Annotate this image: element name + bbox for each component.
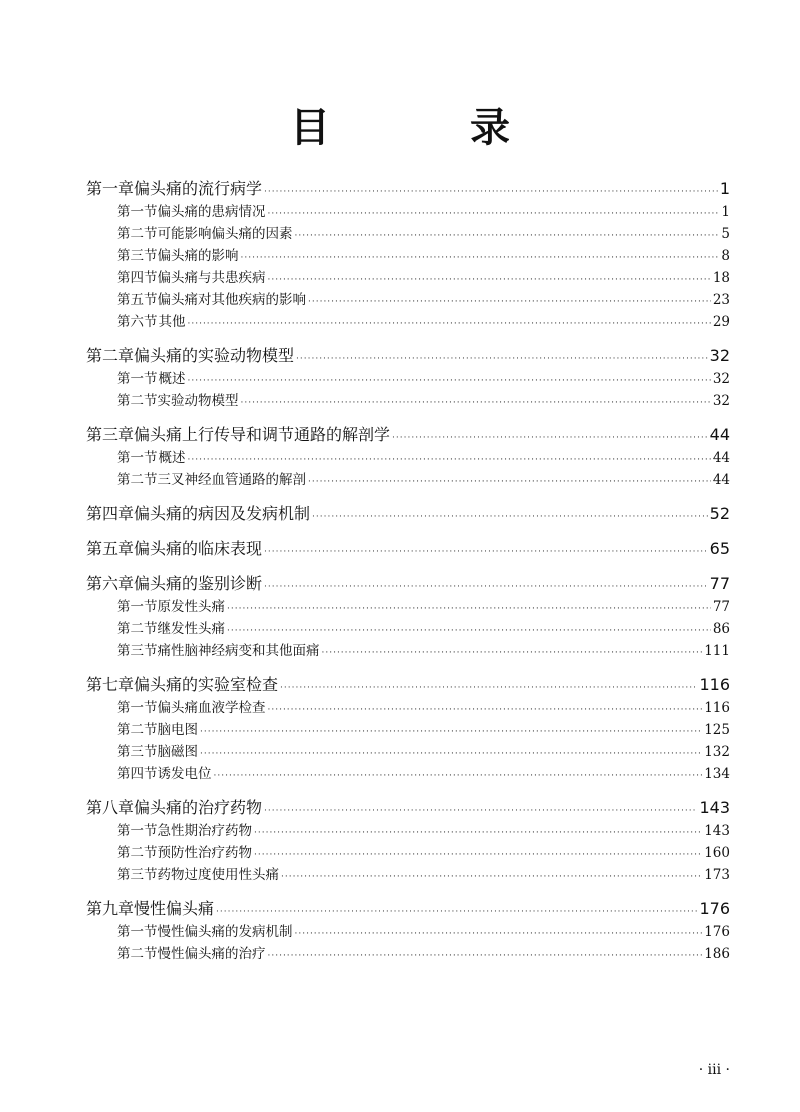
toc-section-entry <box>86 697 730 719</box>
chapter-title: 慢性偏头痛 <box>134 899 215 918</box>
dot-leader <box>264 799 697 823</box>
dot-leader <box>264 575 708 599</box>
section-title: 偏头痛的影响 <box>157 248 239 264</box>
toc-section-entry <box>86 390 730 412</box>
dot-leader <box>295 923 703 945</box>
toc-chapter-entry <box>86 502 730 526</box>
section-title: 脑磁图 <box>157 744 198 760</box>
section-number: 第一节 <box>117 700 158 716</box>
section-page-number: 134 <box>704 766 730 782</box>
chapter-number: 第二章 <box>86 346 135 365</box>
toc-section-entry <box>86 741 730 763</box>
toc-section-entry <box>86 820 730 842</box>
chapter-number: 第三章 <box>86 425 135 444</box>
dot-leader <box>200 721 702 743</box>
section-title: 可能影响偏头痛的因素 <box>157 226 293 242</box>
chapter-page-number: 77 <box>709 574 730 593</box>
section-number: 第一节 <box>117 599 158 615</box>
section-page-number: 116 <box>704 700 730 716</box>
dot-leader <box>200 743 702 765</box>
chapter-number: 第九章 <box>86 899 135 918</box>
section-page-number: 160 <box>704 845 730 861</box>
toc-chapter-entry <box>86 897 730 921</box>
section-title: 急性期治疗药物 <box>157 823 252 839</box>
toc-section-entry <box>86 368 730 390</box>
toc-section-entry <box>86 267 730 289</box>
section-page-number: 1 <box>721 204 730 220</box>
dot-leader <box>280 676 697 700</box>
toc-section-entry <box>86 469 730 491</box>
toc-chapter-entry <box>86 177 730 201</box>
section-number: 第一节 <box>117 204 158 220</box>
section-title: 三叉神经血管通路的解剖 <box>157 472 306 488</box>
section-title: 痛性脑神经病变和其他面痛 <box>157 643 320 659</box>
toc-section-entry <box>86 223 730 245</box>
section-page-number: 8 <box>721 248 730 264</box>
section-number: 第二节 <box>117 946 158 962</box>
dot-leader <box>241 247 720 269</box>
toc-section-entry <box>86 245 730 267</box>
dot-leader <box>188 449 711 471</box>
toc-section-entry <box>86 289 730 311</box>
section-title: 其他 <box>158 314 186 330</box>
chapter-title: 偏头痛上行传导和调节通路的解剖学 <box>134 425 391 444</box>
dot-leader <box>264 180 718 204</box>
toc-section-entry <box>86 311 730 333</box>
chapter-title: 偏头痛的病因及发病机制 <box>134 504 311 523</box>
section-number: 第二节 <box>117 226 158 242</box>
chapter-page-number: 44 <box>709 425 730 444</box>
section-title: 原发性头痛 <box>157 599 225 615</box>
chapter-page-number: 32 <box>709 346 730 365</box>
section-title: 偏头痛与共患疾病 <box>157 270 266 286</box>
chapter-title: 偏头痛的流行病学 <box>134 179 263 198</box>
dot-leader <box>264 540 708 564</box>
toc-chapter-entry <box>86 344 730 368</box>
section-page-number: 44 <box>712 472 730 488</box>
chapter-number: 第六章 <box>86 574 135 593</box>
toc-section-entry <box>86 640 730 662</box>
chapter-title: 偏头痛的治疗药物 <box>134 798 263 817</box>
section-title: 偏头痛对其他疾病的影响 <box>157 292 306 308</box>
dot-leader <box>268 945 703 967</box>
dot-leader <box>188 313 711 335</box>
dot-leader <box>296 347 708 371</box>
toc-section-entry <box>86 842 730 864</box>
section-title: 慢性偏头痛的治疗 <box>157 946 266 962</box>
section-number: 第三节 <box>117 643 158 659</box>
section-page-number: 125 <box>704 722 730 738</box>
section-page-number: 132 <box>704 744 730 760</box>
toc-section-entry <box>86 763 730 785</box>
section-title: 继发性头痛 <box>157 621 225 637</box>
section-page-number: 86 <box>712 621 730 637</box>
dot-leader <box>227 620 711 642</box>
dot-leader <box>281 866 702 888</box>
section-number: 第一节 <box>117 924 158 940</box>
toc-section-entry <box>86 864 730 886</box>
dot-leader <box>254 844 702 866</box>
dot-leader <box>312 505 708 529</box>
toc-chapter-entry <box>86 796 730 820</box>
chapter-title: 偏头痛的临床表现 <box>134 539 263 558</box>
chapter-page-number: 65 <box>709 539 730 558</box>
section-title: 概述 <box>158 450 186 466</box>
dot-leader <box>227 598 711 620</box>
dot-leader <box>268 269 711 291</box>
toc-chapter-entry <box>86 537 730 561</box>
chapter-page-number: 116 <box>699 675 730 694</box>
section-page-number: 111 <box>704 643 730 659</box>
chapter-number: 第四章 <box>86 504 135 523</box>
section-number: 第二节 <box>117 621 158 637</box>
chapter-title: 偏头痛的实验动物模型 <box>134 346 295 365</box>
dot-leader <box>188 370 711 392</box>
dot-leader <box>322 642 703 664</box>
dot-leader <box>295 225 720 247</box>
section-page-number: 186 <box>704 946 730 962</box>
section-number: 第三节 <box>117 248 158 264</box>
toc-section-entry <box>86 921 730 943</box>
section-page-number: 5 <box>721 226 730 242</box>
chapter-number: 第一章 <box>86 179 135 198</box>
toc-chapter-entry <box>86 673 730 697</box>
chapter-page-number: 176 <box>699 899 730 918</box>
chapter-number: 第八章 <box>86 798 135 817</box>
section-number: 第一节 <box>117 450 158 466</box>
section-page-number: 32 <box>712 371 730 387</box>
section-title: 偏头痛血液学检查 <box>157 700 266 716</box>
section-page-number: 23 <box>712 292 730 308</box>
chapter-number: 第五章 <box>86 539 135 558</box>
dot-leader <box>241 392 711 414</box>
chapter-page-number: 1 <box>719 179 730 198</box>
toc-chapter-entry <box>86 572 730 596</box>
section-title: 药物过度使用性头痛 <box>157 867 279 883</box>
toc-section-entry <box>86 618 730 640</box>
section-number: 第六节 <box>117 314 158 330</box>
chapter-page-number: 52 <box>709 504 730 523</box>
toc-section-entry <box>86 719 730 741</box>
section-title: 概述 <box>158 371 186 387</box>
table-of-contents <box>86 177 730 965</box>
section-number: 第三节 <box>117 867 158 883</box>
section-page-number: 173 <box>704 867 730 883</box>
dot-leader <box>268 203 720 225</box>
section-title: 预防性治疗药物 <box>157 845 252 861</box>
toc-section-entry <box>86 596 730 618</box>
section-title: 慢性偏头痛的发病机制 <box>157 924 293 940</box>
chapter-page-number: 143 <box>699 798 730 817</box>
dot-leader <box>254 822 702 844</box>
section-title: 偏头痛的患病情况 <box>157 204 266 220</box>
toc-section-entry <box>86 943 730 965</box>
page-title: 目 录 <box>290 105 560 151</box>
page-number: · iii · <box>698 1062 730 1078</box>
toc-section-entry <box>86 201 730 223</box>
dot-leader <box>214 765 703 787</box>
dot-leader <box>308 471 711 493</box>
dot-leader <box>392 426 708 450</box>
section-title: 脑电图 <box>157 722 198 738</box>
section-page-number: 18 <box>712 270 730 286</box>
section-page-number: 44 <box>712 450 730 466</box>
section-number: 第四节 <box>117 766 158 782</box>
chapter-title: 偏头痛的鉴别诊断 <box>134 574 263 593</box>
section-number: 第一节 <box>117 823 158 839</box>
chapter-title: 偏头痛的实验室检查 <box>134 675 279 694</box>
section-number: 第四节 <box>117 270 158 286</box>
dot-leader <box>268 699 703 721</box>
section-number: 第二节 <box>117 722 158 738</box>
section-page-number: 29 <box>712 314 730 330</box>
section-page-number: 143 <box>704 823 730 839</box>
toc-section-entry <box>86 447 730 469</box>
section-title: 实验动物模型 <box>157 393 239 409</box>
section-number: 第二节 <box>117 393 158 409</box>
section-number: 第二节 <box>117 845 158 861</box>
section-page-number: 77 <box>712 599 730 615</box>
section-number: 第二节 <box>117 472 158 488</box>
section-page-number: 32 <box>712 393 730 409</box>
dot-leader <box>308 291 711 313</box>
section-number: 第一节 <box>117 371 158 387</box>
section-title: 诱发电位 <box>157 766 212 782</box>
toc-chapter-entry <box>86 423 730 447</box>
section-page-number: 176 <box>704 924 730 940</box>
section-number: 第五节 <box>117 292 158 308</box>
chapter-number: 第七章 <box>86 675 135 694</box>
section-number: 第三节 <box>117 744 158 760</box>
